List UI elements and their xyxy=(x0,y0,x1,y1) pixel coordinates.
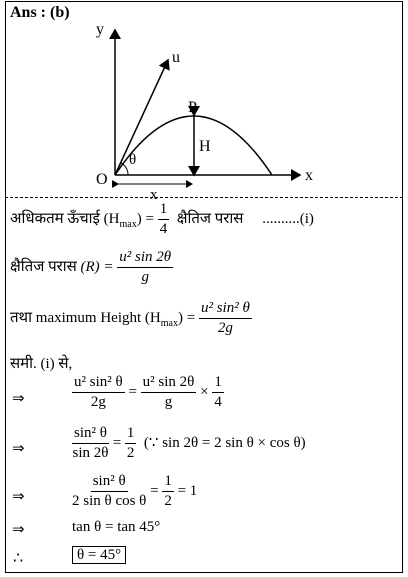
implies-icon: ⇒ xyxy=(12,439,25,457)
fraction-left xyxy=(72,374,125,411)
fraction-half xyxy=(162,473,174,510)
velocity-label: u xyxy=(172,49,180,66)
max-height-text: तथा maximum Height (H xyxy=(10,309,161,326)
line-3 xyxy=(10,300,252,337)
fraction-num: u² sin 2θ xyxy=(117,249,173,268)
apex-label: P xyxy=(188,99,197,116)
range-label: x xyxy=(150,187,158,200)
fraction-left xyxy=(72,473,146,510)
equals-sign: ) = xyxy=(136,210,154,227)
fraction-num: 1 xyxy=(125,425,137,444)
fraction-den: 2g xyxy=(90,394,106,410)
therefore-icon: ∴ xyxy=(13,550,24,567)
angle-label: θ xyxy=(129,152,137,168)
max-subscript: max xyxy=(160,317,178,329)
y-axis-label: y xyxy=(96,21,104,38)
fraction-den: 2 xyxy=(164,493,172,509)
answer-label: Ans : (b) xyxy=(10,4,70,21)
fraction-den: 2 xyxy=(126,445,135,461)
height-formula xyxy=(199,300,252,337)
range-text: क्षैतिज परास xyxy=(176,210,244,227)
fraction-num: sin² θ xyxy=(91,473,128,492)
fraction-den: g xyxy=(141,269,149,285)
fraction-right xyxy=(141,374,197,411)
origin-label: O xyxy=(96,171,108,188)
fraction-num: 1 xyxy=(158,201,170,220)
max-height-text: अधिकतम ऊँचाई (H xyxy=(10,210,120,227)
fraction-den: 2 sin θ cos θ xyxy=(72,493,147,509)
implies-icon: ⇒ xyxy=(12,389,25,407)
implies-icon: ⇒ xyxy=(12,487,25,505)
line-8: tan θ = tan 45° xyxy=(72,519,161,535)
range-symbol: (R) = xyxy=(80,258,114,275)
result-one: = 1 xyxy=(177,482,198,499)
line-7 xyxy=(72,473,197,510)
equals-sign: ) = xyxy=(177,309,196,326)
fraction-den: 2g xyxy=(217,320,233,336)
identity-note: (∵ sin 2θ = 2 sin θ × cos θ) xyxy=(143,434,306,451)
final-answer-box: θ = 45° xyxy=(72,546,126,564)
equation-tag: ..........(i) xyxy=(262,210,314,227)
line-9 xyxy=(72,547,126,564)
implies-icon: ⇒ xyxy=(12,520,25,538)
line-6 xyxy=(72,425,306,462)
projectile-diagram xyxy=(0,0,408,200)
fraction-quarter xyxy=(158,201,170,238)
height-label: H xyxy=(199,138,211,155)
equals-sign: = xyxy=(112,434,122,451)
fraction-num: u² sin 2θ xyxy=(141,374,197,393)
fraction-num: 1 xyxy=(162,473,174,492)
times-sign: × xyxy=(200,383,209,400)
fraction-den: g xyxy=(164,394,173,410)
fraction-num: sin² θ xyxy=(72,425,109,444)
fraction-num: u² sin² θ xyxy=(199,300,252,319)
line-5 xyxy=(72,374,224,411)
line-4: समी. (i) से, xyxy=(10,356,73,372)
fraction-den: 4 xyxy=(159,221,168,237)
line-1 xyxy=(10,201,314,238)
line-2 xyxy=(10,249,173,286)
fraction-num: 1 xyxy=(212,374,224,393)
equals-sign: = xyxy=(128,383,137,400)
equals-sign: = xyxy=(150,482,159,499)
fraction-left xyxy=(72,425,109,462)
max-subscript: max xyxy=(119,218,137,230)
fraction-den: 4 xyxy=(214,394,222,410)
fraction-quarter xyxy=(212,374,224,411)
range-text: क्षैतिज परास xyxy=(10,258,77,275)
range-formula xyxy=(117,249,173,286)
fraction-den: sin 2θ xyxy=(72,445,109,461)
fraction-num: u² sin² θ xyxy=(72,374,125,393)
fraction-half xyxy=(125,425,137,462)
x-axis-label: x xyxy=(305,167,313,184)
velocity-vector xyxy=(115,60,168,175)
